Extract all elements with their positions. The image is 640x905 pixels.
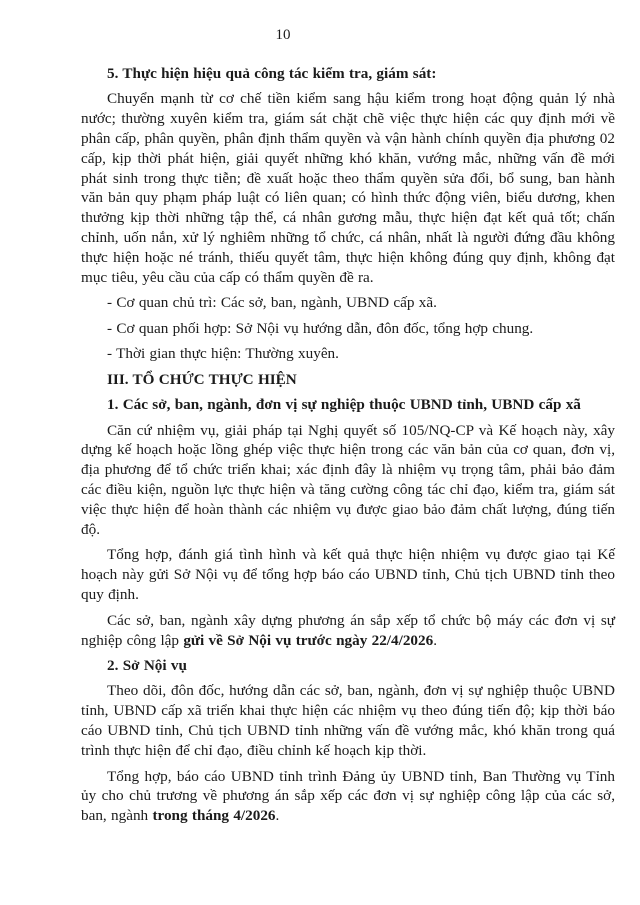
text-run: . [433,631,438,649]
text-run: Căn cứ nhiệm vụ, giải pháp tại Nghị quyết số 105/NQ-CP và Kế hoạch này, xây dựng kế hoạch hoặc lồng ghép việc thực hiện trong các văn bản của cơ quan, đơn vị, địa phương để tổ chức triển khai; xác định đây là nhiệm vụ trọng tâm, phải bảo đảm các điều kiện, nguồn lực thực hiện và tăng cường công tác chỉ đạo, kiểm tra, giám sát việc thực hiện để hoàn thành các nhiệm vụ được giao bảo đảm chất lượng, đúng tiến độ. [81,421,615,539]
doc-heading-0 [81,64,615,84]
text-run: Tổng hợp, báo cáo UBND tỉnh trình Đảng ủy UBND tỉnh, Ban Thường vụ Tỉnh ủy cho chủ trương về phương án sắp xếp các đơn vị sự nghiệp công lập của các sở, ban, ngành [81,767,615,825]
text-run: 1. Các sở, ban, ngành, đơn vị sự nghiệp thuộc UBND tỉnh, UBND cấp xã [107,396,581,414]
doc-heading-10 [81,656,615,676]
doc-paragraph-12 [81,767,615,827]
doc-dash-item-2 [81,293,615,313]
doc-paragraph-9 [81,611,615,651]
text-run: 5. Thực hiện hiệu quả công tác kiểm tra, giám sát: [107,64,437,82]
doc-paragraph-8 [81,545,615,605]
text-run: trong tháng 4/2026 [152,807,276,825]
text-run: . [275,807,280,825]
text-run: - Thời gian thực hiện: Thường xuyên. [107,345,339,363]
doc-paragraph-7 [81,421,615,540]
doc-dash-item-4 [81,344,615,364]
text-run: - Cơ quan phối hợp: Sở Nội vụ hướng dẫn, đôn đốc, tổng hợp chung. [107,319,534,337]
text-run: - Cơ quan chủ trì: Các sở, ban, ngành, UBND cấp xã. [107,294,437,312]
page-number: 10 [275,27,291,43]
text-run: 2. Sở Nội vụ [107,656,187,674]
doc-heading-6 [81,395,615,415]
text-run: III. TỔ CHỨC THỰC HIỆN [107,370,297,388]
document-body [81,58,615,832]
text-run: Chuyển mạnh từ cơ chế tiền kiểm sang hậu kiểm trong hoạt động quản lý nhà nước; thường xuyên kiểm tra, giám sát chặt chẽ việc thực hiện các quy định mới về phân cấp, phân quyền, phân định thẩm quyền và vận hành chính quyền địa phương 02 cấp, kịp thời phát hiện, giải quyết những khó khăn, vướng mắc, những vấn đề mới phát sinh trong thực tiễn; đề xuất hoặc theo thẩm quyền sửa đổi, bổ sung, ban hành văn bản quy phạm pháp luật có liên quan; có hình thức động viên, biểu dương, khen thưởng kịp thời những tập thể, cá nhân gương mẫu, thực hiện đạt kết quả tốt; chấn chỉnh, uốn nắn, xử lý nghiêm những tổ chức, cá nhân, nhất là người đứng đầu không thực hiện hoặc né tránh, thiếu quyết tâm, thực hiện không đúng quy định, không đạt mục tiêu, yêu cầu của cấp có thẩm quyền đề ra. [81,89,615,287]
text-run: Tổng hợp, đánh giá tình hình và kết quả thực hiện nhiệm vụ được giao tại Kế hoạch này gửi Sở Nội vụ để tổng hợp báo cáo UBND tỉnh, Chủ tịch UBND tỉnh theo quy định. [81,546,615,604]
doc-heading-5 [81,370,615,390]
text-run: gửi về Sở Nội vụ trước ngày 22/4/2026 [183,631,434,649]
doc-paragraph-11 [81,681,615,761]
doc-dash-item-3 [81,319,615,339]
text-run: Theo dõi, đôn đốc, hướng dẫn các sở, ban, ngành, đơn vị sự nghiệp thuộc UBND tỉnh, UBND cấp xã triển khai thực hiện các nhiệm vụ theo đúng tiến độ; kịp thời báo cáo UBND tỉnh, Chủ tịch UBND tỉnh những vấn đề vướng mắc, khó khăn trong quá trình thực hiện để chỉ đạo, điều chỉnh kế hoạch kịp thời. [81,682,615,760]
text-run: Các sở, ban, ngành xây dựng phương án sắp xếp tổ chức bộ máy các đơn vị sự nghiệp công lập [81,611,615,649]
doc-paragraph-1 [81,89,615,288]
